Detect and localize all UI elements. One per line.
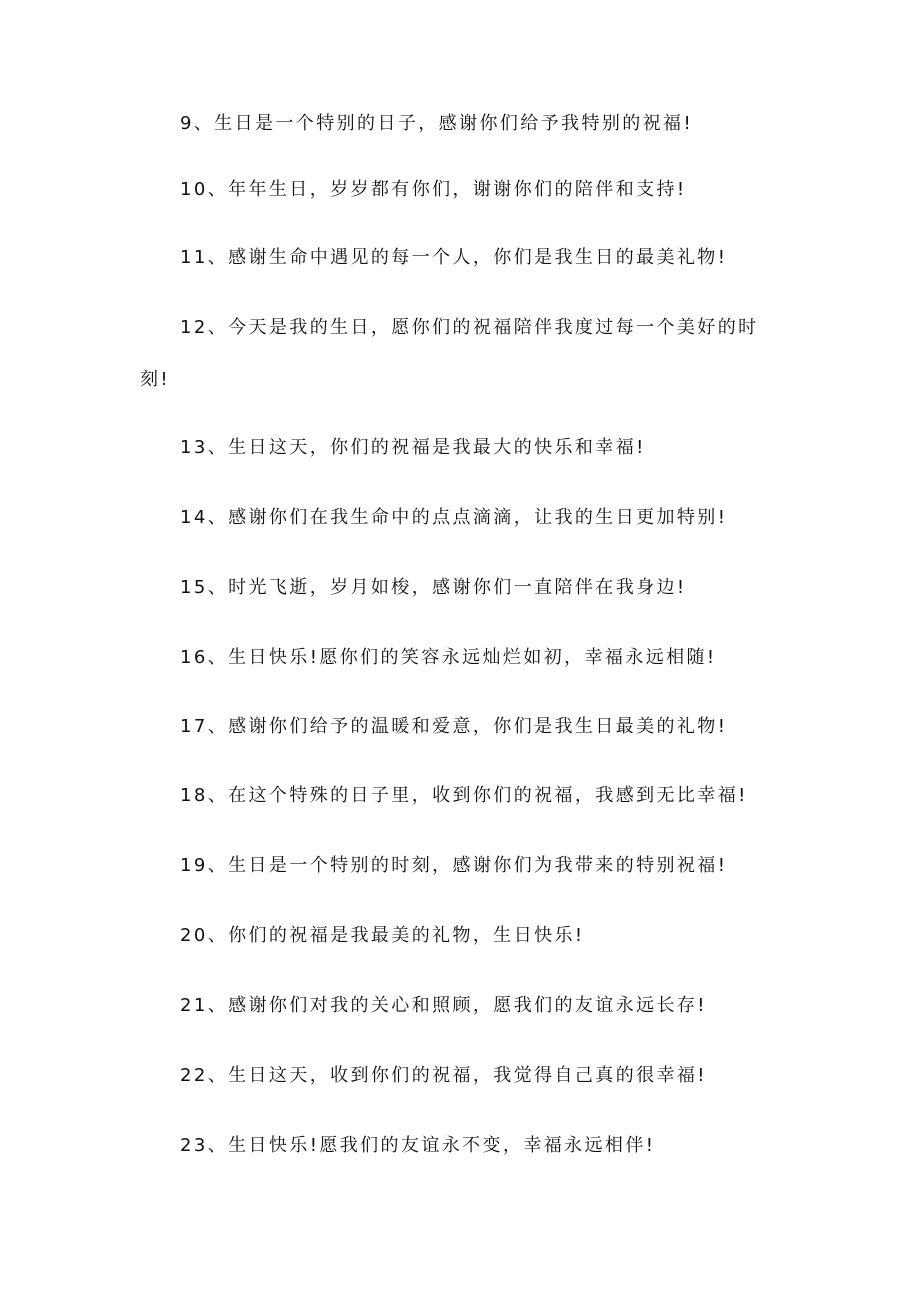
list-item-15: 15、时光飞逝，岁月如梭，感谢你们一直陪伴在我身边!	[180, 577, 687, 598]
list-item-22: 22、生日这天，收到你们的祝福，我觉得自己真的很幸福!	[180, 1065, 707, 1086]
list-item-10: 10、年年生日，岁岁都有你们，谢谢你们的陪伴和支持!	[180, 179, 687, 200]
list-item-9: 9、生日是一个特别的日子，感谢你们给予我特别的祝福!	[180, 113, 694, 134]
list-item-17: 17、感谢你们给予的温暖和爱意，你们是我生日最美的礼物!	[180, 716, 728, 737]
list-item-18: 18、在这个特殊的日子里，收到你们的祝福，我感到无比幸福!	[180, 785, 748, 806]
list-item-13: 13、生日这天，你们的祝福是我最大的快乐和幸福!	[180, 437, 646, 458]
list-item-20: 20、你们的祝福是我最美的礼物，生日快乐!	[180, 925, 585, 946]
list-item-23: 23、生日快乐!愿我们的友谊永不变，幸福永远相伴!	[180, 1135, 656, 1156]
list-item-11: 11、感谢生命中遇见的每一个人，你们是我生日的最美礼物!	[180, 247, 728, 268]
list-item-12: 12、今天是我的生日，愿你们的祝福陪伴我度过每一个美好的时	[180, 317, 759, 338]
list-item-16: 16、生日快乐!愿你们的笑容永远灿烂如初，幸福永远相随!	[180, 647, 717, 668]
list-item-19: 19、生日是一个特别的时刻，感谢你们为我带来的特别祝福!	[180, 855, 728, 876]
list-item-21: 21、感谢你们对我的关心和照顾，愿我们的友谊永远长存!	[180, 995, 707, 1016]
list-item-12-continuation: 刻!	[140, 369, 171, 390]
list-item-14: 14、感谢你们在我生命中的点点滴滴，让我的生日更加特别!	[180, 507, 728, 528]
